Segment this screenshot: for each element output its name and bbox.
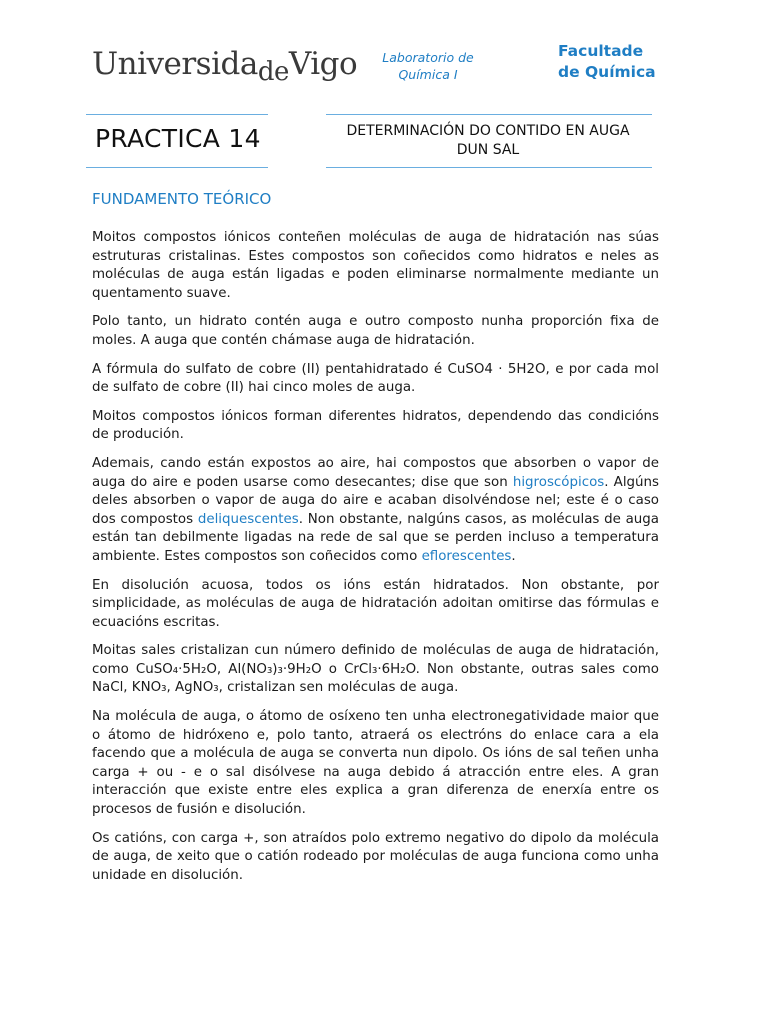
paragraph-4: Moitos compostos iónicos forman diferentes hidratos, dependendo das condicións de produción. [92,408,659,443]
divider-right-bottom [326,167,652,168]
faculty-label-line2: de Química [558,63,656,81]
practice-title [326,122,650,160]
practice-title-line2: DUN SAL [456,142,520,158]
practice-title-line1: DETERMINACIÓN DO CONTIDO EN AUGA [346,123,630,139]
paragraph-7: Moitas sales cristalizan cun número definido de moléculas de auga de hidratación, como CuSO₄·5H₂O, Al(NO₃)₃·9H₂O o CrCl₃·6H₂O. Non obstante, outras sales como NaCl, KNO₃, AgNO₃, cristalizan sen moléculas de auga. [92,643,659,696]
paragraph-9: Os catións, con carga +, son atraídos polo extremo negativo do dipolo da molécula de auga, de xeito que o catión rodeado por moléculas de auga funciona como unha unidade en disolución. [92,830,659,883]
paragraph-3: A fórmula do sulfato de cobre (II) pentahidratado é CuSO4 · 5H2O, e por cada mol de sulfato de cobre (II) hai cinco moles de auga. [92,361,659,396]
paragraph-1: Moitos compostos iónicos conteñen moléculas de auga de hidratación nas súas estruturas cristalinas. Estes compostos son coñecidos como hidratos e neles as moléculas de auga están ligadas e poden eliminarse normalmente mediante un quentamento suave. [92,230,659,301]
paragraph-5-text-a: Ademais, cando están expostos ao aire, hai compostos que absorben o vapor de auga do aire e poden usarse como desecantes; dise que son [92,455,659,490]
term-deliquescentes: deliquescentes [197,511,299,527]
lab-label-line2: Química I [398,67,458,82]
paragraph-5-text-e: . Non obstante, nalgúns casos, as moléculas de auga están tan debilmente ligadas na rede de sal que se perden incluso a temperatura ambiente. Estes compostos son coñecidos como [92,511,660,564]
practice-number: PRACTICA 14 [95,124,261,153]
section-heading: FUNDAMENTO TEÓRICO [92,190,272,208]
faculty-label-line1: Facultade [558,42,644,60]
lab-label-line1: Laboratorio de [382,50,474,65]
logo-text-universidade: Universida [92,46,258,82]
logo-text-de: de [257,57,289,87]
lab-label [372,49,484,83]
paragraph-6: En disolución acuosa, todos os ións están hidratados. Non obstante, por simplicidade, as moléculas de auga de hidratación adoitan omitirse das fórmulas e ecuacións escritas. [92,577,659,630]
logo-text-vigo: Vigo [288,46,358,82]
university-logo [92,46,358,87]
divider-left-top [86,114,268,115]
paragraph-5-text-g: . [511,548,516,564]
term-higroscopicos: higroscópicos [512,474,605,490]
paragraph-8: Na molécula de auga, o átomo de osíxeno ten unha electronegatividade maior que o átomo de hidróxeno e, polo tanto, atraerá os electróns do enlace cara a ela facendo que a molécula de auga se converta nun dipolo. Os ións de sal teñen unha carga + ou - e o sal disólvese na auga debido á atracción entre eles. A gran interacción que existe entre eles explica a gran diferenza de enerxía entre os procesos de fusión e disolución. [92,709,659,818]
term-eflorescentes: eflorescentes [421,548,512,564]
divider-right-top [326,114,652,115]
paragraph-2: Polo tanto, un hidrato contén auga e outro composto nunha proporción fixa de moles. A auga que contén chámase auga de hidratación. [92,314,659,348]
divider-left-bottom [86,167,268,168]
paragraph-5-text-c: . Algúns deles absorben o vapor de auga do aire e acaban disolvéndose nel; este é o caso dos compostos [92,474,659,527]
paragraph-5 [92,455,659,567]
document-body [92,229,659,895]
faculty-label [558,41,656,83]
